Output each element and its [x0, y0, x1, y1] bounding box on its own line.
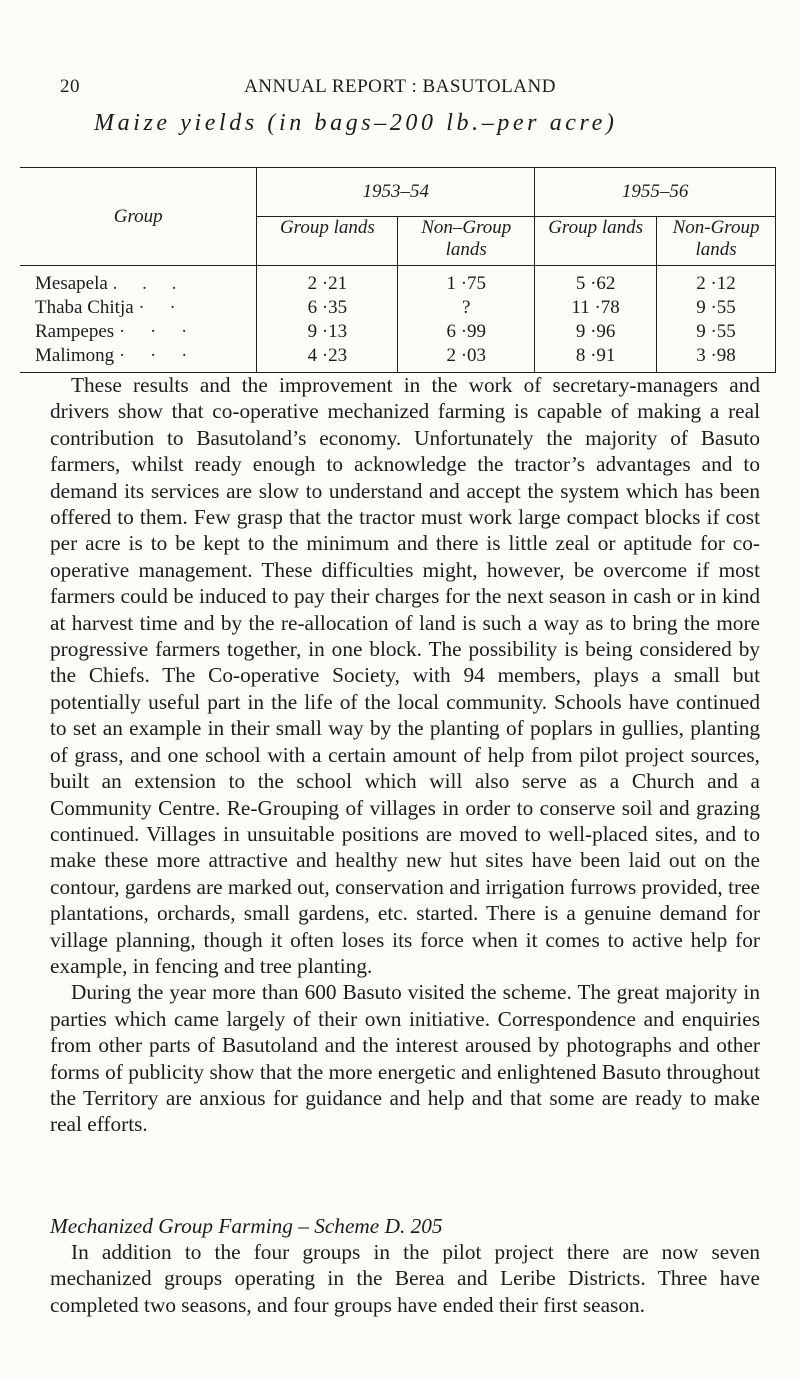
page-number: 20 [60, 76, 80, 97]
subheader-group-lands-1953: Group lands [257, 217, 398, 266]
subheader-non-group-lands-1953: Non–Group lands [398, 217, 535, 266]
subheader-group-lands-1955: Group lands [535, 217, 657, 266]
table-row [20, 296, 776, 320]
row-name-cell [20, 296, 257, 320]
table-row [20, 344, 776, 373]
row-name: Thaba Chitja [35, 297, 134, 318]
section-subheading: Mechanized Group Farming – Scheme D. 205 [50, 1214, 443, 1238]
value-cell: 5 ·62 [535, 266, 657, 297]
dot-leader: · · [138, 297, 186, 318]
dot-leader: . . . [112, 273, 187, 294]
group-column-header: Group [20, 168, 257, 266]
year-header-1955-56: 1955–56 [535, 168, 776, 217]
value-cell: 1 ·75 [398, 266, 535, 297]
page-header [60, 76, 740, 106]
year-header-1953-54: 1953–54 [257, 168, 535, 217]
value-cell: 6 ·35 [257, 296, 398, 320]
value-cell: 11 ·78 [535, 296, 657, 320]
body-text-continued [50, 1239, 760, 1318]
value-cell: 9 ·96 [535, 320, 657, 344]
table-row [20, 320, 776, 344]
value-cell: 4 ·23 [257, 344, 398, 373]
running-title: ANNUAL REPORT : BASUTOLAND [244, 76, 556, 97]
body-text [50, 372, 760, 1138]
paragraph: In addition to the four groups in the pilot project there are now seven mechanized groups operating in the Berea and Leribe Districts. Three have completed two seasons, and four groups have ended their first season. [50, 1240, 760, 1317]
dot-leader: · · · [118, 345, 198, 366]
value-cell: 6 ·99 [398, 320, 535, 344]
value-cell: 3 ·98 [657, 344, 776, 373]
row-name-cell [20, 344, 257, 373]
maize-yields-table [20, 167, 776, 373]
value-cell: 2 ·12 [657, 266, 776, 297]
row-name: Mesapela [35, 273, 108, 294]
row-name: Rampepes [35, 321, 115, 342]
value-cell: 9 ·13 [257, 320, 398, 344]
value-cell: 9 ·55 [657, 296, 776, 320]
dot-leader: · · · [118, 321, 198, 342]
row-name: Malimong [35, 345, 115, 366]
value-cell: 8 ·91 [535, 344, 657, 373]
row-name-cell [20, 266, 257, 297]
paragraph: During the year more than 600 Basuto visited the scheme. The great majority in parties which came largely of their own initiative. Correspondence and enquiries from other parts of Basutoland and the interest aroused by photographs and other forms of publicity show that the more energetic and enlightened Basuto throughout the Territory are anxious for guidance and help and that some are ready to make real efforts. [50, 980, 760, 1137]
table-caption: Maize yields (in bags–200 lb.–per acre) [94, 110, 618, 136]
row-name-cell [20, 320, 257, 344]
subheader-non-group-lands-1955: Non-Group lands [657, 217, 776, 266]
value-cell: ? [398, 296, 535, 320]
yields-table-container [20, 167, 776, 373]
value-cell: 2 ·03 [398, 344, 535, 373]
value-cell: 9 ·55 [657, 320, 776, 344]
paragraph: These results and the improvement in the work of secretary-managers and drivers show that co-operative mechanized farming is capable of making a real contribution to Basutoland’s economy. Unfortunately the majority of Basuto farmers, whilst ready enough to acknowledge the tractor’s advantages and to demand its services are slow to understand and accept the system which has been offered to them. Few grasp that the tractor must work large compact blocks if cost per acre is to be kept to the minimum and there is little zeal or aptitude for co-operative management. These difficulties might, however, be overcome if most farmers could be induced to pay their charges for the next season in cash or in kind at harvest time and by the re-allocation of land is such a way as to bring the more progressive farmers together, in one block. The possibility is being considered by the Chiefs. The Co-operative Society, with 94 members, plays a small but potentially useful part in the life of the local community. Schools have continued to set an example in their small way by the planting of poplars in gullies, planting of grass, and one school with a certain amount of help from pilot project sources, built an extension to the school which will also serve as a Church and a Community Centre. Re-Grouping of villages in order to conserve soil and grazing continued. Villages in unsuitable positions are moved to well-placed sites, and to make these more attractive and healthy new hut sites have been laid out on the contour, gardens are marked out, conservation and irrigation furrows provided, tree plantations, orchards, small gardens, etc. started. There is a genuine demand for village planning, though it often loses its force when it comes to active help for example, in fencing and tree planting. [50, 373, 760, 978]
table-row [20, 266, 776, 297]
value-cell: 2 ·21 [257, 266, 398, 297]
